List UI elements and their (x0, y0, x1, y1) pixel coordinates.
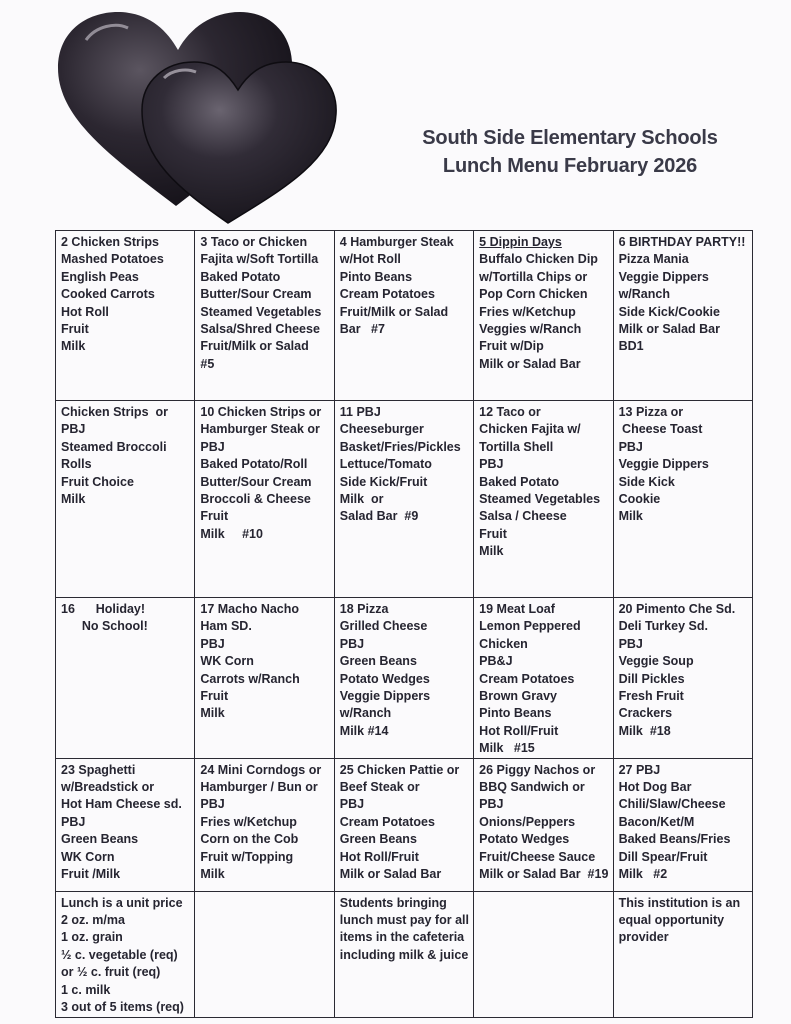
menu-line: Milk #15 (479, 741, 535, 756)
menu-line: Pinto Beans (339, 269, 413, 284)
menu-line: 18 Pizza (339, 602, 389, 616)
menu-line: Fruit /Milk (61, 867, 121, 882)
menu-line: Basket/Fries/Pickles (339, 439, 461, 454)
menu-line: 10 Chicken Strips or (200, 405, 322, 419)
menu-line: Fruit/Cheese Sauce (479, 849, 596, 864)
menu-items (61, 895, 189, 1017)
menu-line: Side Kick (618, 474, 675, 489)
menu-items (61, 234, 189, 356)
menu-line: #5 (200, 356, 215, 371)
day-cell (195, 401, 334, 598)
menu-line: lunch must pay for all (339, 913, 469, 928)
menu-line: This institution is an (618, 895, 741, 910)
menu-line: Onions/Peppers (479, 814, 576, 829)
menu-line: 2 Chicken Strips (61, 235, 159, 249)
menu-line: Cheeseburger (339, 422, 424, 437)
menu-items (340, 234, 468, 338)
menu-line: PBJ (479, 457, 504, 472)
menu-line: 1 oz. grain (61, 930, 123, 945)
menu-items (619, 404, 747, 526)
menu-line: Hot Roll/Fruit (479, 723, 559, 738)
menu-line: Chicken Strips or (61, 405, 168, 419)
menu-line: Baked Beans/Fries (618, 832, 731, 847)
day-cell (56, 401, 195, 598)
menu-line: Fries w/Ketchup (479, 304, 576, 319)
day-cell (334, 758, 473, 891)
menu-line: Potato Wedges (479, 832, 570, 847)
menu-line: Fruit (61, 322, 89, 337)
menu-line: Milk #18 (618, 723, 671, 738)
menu-line: w/Ranch (339, 706, 392, 721)
menu-items (61, 404, 189, 508)
day-cell (56, 891, 195, 1017)
menu-line: Potato Wedges (339, 671, 430, 686)
title-line-month: Lunch Menu February 2026 (442, 155, 698, 177)
menu-items (619, 762, 747, 884)
menu-line: Broccoli & Cheese (200, 492, 311, 507)
menu-line: Milk (200, 867, 225, 882)
menu-line: Pinto Beans (479, 706, 552, 721)
menu-line: Steamed Broccoli (61, 439, 167, 454)
menu-line: Veggies w/Ranch (479, 322, 582, 337)
menu-line: Milk (479, 544, 504, 559)
menu-line: Milk or (339, 492, 384, 507)
week-row (56, 401, 753, 598)
menu-line: ½ c. vegetable (req) (61, 947, 178, 962)
day-cell (474, 598, 613, 759)
menu-line: Cream Potatoes (479, 671, 575, 686)
menu-line: BBQ Sandwich or (479, 780, 585, 795)
menu-items (340, 404, 468, 526)
day-cell (613, 231, 752, 401)
page-title (400, 124, 740, 180)
menu-items (479, 762, 607, 884)
menu-line: Hot Roll (61, 304, 109, 319)
menu-line: Buffalo Chicken Dip (479, 252, 598, 267)
menu-items (200, 404, 328, 543)
menu-line: Crackers (618, 706, 673, 721)
menu-line: Hot Ham Cheese sd. (61, 797, 182, 812)
menu-line: Cookie (618, 492, 661, 507)
menu-line: Chicken Fajita w/ (479, 422, 581, 437)
menu-line: Tortilla Shell (479, 439, 554, 454)
menu-line: Cheese Toast (618, 422, 703, 437)
menu-line: Dill Spear/Fruit (618, 849, 708, 864)
menu-line: Milk (61, 492, 86, 507)
menu-line: Lettuce/Tomato (339, 457, 432, 472)
menu-items (200, 601, 328, 723)
menu-line: 16 Holiday! (61, 602, 146, 616)
menu-line: Green Beans (339, 654, 417, 669)
menu-line: 3 Taco or Chicken (200, 235, 308, 249)
menu-line: Carrots w/Ranch (200, 671, 300, 686)
menu-line: Corn on the Cob (200, 832, 299, 847)
menu-line: Baked Potato/Roll (200, 457, 308, 472)
menu-items (340, 895, 468, 965)
menu-line: PBJ (479, 797, 504, 812)
menu-line: PBJ (200, 439, 225, 454)
menu-line: Pop Corn Chicken (479, 287, 588, 302)
menu-line: Deli Turkey Sd. (618, 619, 708, 634)
day-cell (56, 231, 195, 401)
menu-items (619, 895, 747, 947)
menu-line: Veggie Soup (618, 654, 694, 669)
menu-line: Milk #2 (618, 867, 668, 882)
day-cell (56, 598, 195, 759)
menu-line: Salsa / Cheese (479, 509, 567, 524)
menu-line: Hamburger / Bun or (200, 780, 318, 795)
day-cell (613, 401, 752, 598)
menu-line: Veggie Dippers (618, 269, 709, 284)
menu-line: or ½ c. fruit (req) (61, 965, 161, 980)
menu-items (61, 601, 189, 636)
menu-line: 20 Pimento Che Sd. (618, 602, 736, 616)
menu-line: PBJ (618, 636, 643, 651)
menu-line: 1 c. milk (61, 982, 111, 997)
menu-line: PBJ (339, 636, 365, 651)
menu-line: Milk or Salad Bar #19 (479, 867, 609, 882)
menu-line: w/Hot Roll (339, 252, 401, 267)
menu-line: Ham SD. (200, 619, 252, 634)
day-cell (474, 891, 613, 1017)
menu-line: Fruit (479, 526, 507, 541)
lunch-menu-calendar (55, 230, 753, 1018)
menu-line: w/Breadstick or (61, 780, 155, 795)
menu-line: Fruit w/Topping (200, 849, 294, 864)
menu-line: w/Ranch (618, 287, 670, 302)
day-cell (195, 598, 334, 759)
menu-line: PBJ (200, 636, 225, 651)
menu-line: PBJ (339, 797, 365, 812)
day-cell (474, 401, 613, 598)
menu-line: WK Corn (61, 849, 115, 864)
menu-line: Butter/Sour Cream (200, 474, 312, 489)
menu-line: Salsa/Shred Cheese (200, 322, 320, 337)
menu-line: Hamburger Steak or (200, 422, 320, 437)
menu-items (340, 601, 468, 740)
menu-line: PBJ (618, 439, 643, 454)
menu-line: Milk or Salad Bar (479, 356, 581, 371)
menu-line: 12 Taco or (479, 405, 541, 419)
menu-line: Lemon Peppered (479, 619, 581, 634)
menu-line: Milk #14 (339, 723, 389, 738)
day-cell (613, 598, 752, 759)
menu-line: Rolls (61, 457, 92, 472)
menu-line: Beef Steak or (339, 780, 420, 795)
menu-line: Bacon/Ket/M (618, 814, 695, 829)
menu-line: w/Tortilla Chips or (479, 269, 588, 284)
menu-line: BD1 (618, 339, 644, 354)
menu-line: Hot Roll/Fruit (339, 849, 419, 864)
title-line-school: South Side Elementary Schools (422, 127, 718, 149)
menu-line: Mashed Potatoes (61, 252, 164, 267)
menu-items (479, 234, 607, 373)
menu-line: Dill Pickles (618, 671, 685, 686)
menu-line: Cooked Carrots (61, 287, 155, 302)
menu-line: Chili/Slaw/Cheese (618, 797, 726, 812)
menu-line: Green Beans (339, 832, 417, 847)
menu-line: Fruit (200, 509, 229, 524)
menu-items (479, 601, 607, 758)
menu-line: Bar #7 (339, 322, 385, 337)
menu-line: Hot Dog Bar (618, 780, 692, 795)
menu-line: 23 Spaghetti (61, 762, 136, 777)
menu-line: WK Corn (200, 654, 254, 669)
day-cell (613, 758, 752, 891)
menu-line: PBJ (61, 422, 86, 437)
menu-line: Cream Potatoes (339, 814, 435, 829)
day-cell (334, 231, 473, 401)
double-heart-icon (56, 10, 341, 225)
menu-line: Students bringing (339, 895, 447, 910)
menu-line: Veggie Dippers (339, 689, 431, 704)
menu-line: Chicken (479, 636, 528, 651)
menu-line: Milk (61, 339, 86, 354)
menu-line: Milk #10 (200, 526, 263, 541)
day-cell (474, 758, 613, 891)
menu-line: 11 PBJ (339, 405, 381, 419)
menu-line: 25 Chicken Pattie or (339, 762, 460, 777)
menu-line: PB&J (479, 654, 513, 669)
menu-line: Milk or Salad Bar (618, 322, 720, 337)
menu-line: provider (618, 930, 669, 945)
menu-line: PBJ (61, 814, 86, 829)
menu-line: 2 oz. m/ma (61, 913, 125, 928)
menu-line: including milk & juice (339, 947, 469, 962)
menu-line: Cream Potatoes (339, 287, 435, 302)
menu-line: 5 Dippin Days (479, 235, 562, 249)
menu-line: Fruit/Milk or Salad (200, 339, 309, 354)
menu-line: PBJ (200, 797, 225, 812)
menu-line: Baked Potato (479, 474, 560, 489)
menu-line: Fruit (200, 689, 229, 704)
menu-line: Veggie Dippers (618, 457, 709, 472)
menu-line: Milk (200, 706, 225, 721)
week-row (56, 231, 753, 401)
menu-line: Fries w/Ketchup (200, 814, 297, 829)
menu-items (200, 234, 328, 373)
menu-line: 17 Macho Nacho (200, 602, 300, 616)
menu-line: Steamed Vegetables (479, 492, 601, 507)
day-cell (195, 758, 334, 891)
menu-line: Fajita w/Soft Tortilla (200, 252, 319, 267)
menu-line: Pizza Mania (618, 252, 689, 267)
menu-line: 19 Meat Loaf (479, 602, 555, 616)
week-row (56, 758, 753, 891)
menu-line: Fruit Choice (61, 474, 134, 489)
menu-items (619, 601, 747, 740)
week-row (56, 598, 753, 759)
menu-line: Baked Potato (200, 269, 281, 284)
day-cell (334, 598, 473, 759)
menu-items (340, 762, 468, 884)
menu-line: Milk (618, 509, 643, 524)
menu-items (479, 404, 607, 561)
menu-line: Steamed Vegetables (200, 304, 322, 319)
menu-line: 3 out of 5 items (req) (61, 1000, 184, 1015)
menu-line: Fruit/Milk or Salad (339, 304, 449, 319)
menu-line: Green Beans (61, 832, 139, 847)
menu-line: Salad Bar #9 (339, 509, 419, 524)
menu-line: Butter/Sour Cream (200, 287, 312, 302)
menu-items (61, 762, 189, 884)
menu-line: Side Kick/Fruit (339, 474, 428, 489)
menu-line: 4 Hamburger Steak (339, 235, 454, 249)
menu-line: Side Kick/Cookie (618, 304, 720, 319)
menu-line: items in the cafeteria (339, 930, 465, 945)
menu-line: Lunch is a unit price (61, 895, 183, 910)
menu-line: Milk or Salad Bar (339, 867, 442, 882)
menu-items (619, 234, 747, 356)
menu-items (200, 762, 328, 884)
menu-line: equal opportunity (618, 913, 725, 928)
day-cell (474, 231, 613, 401)
menu-line: Grilled Cheese (339, 619, 428, 634)
menu-line: English Peas (61, 269, 139, 284)
week-row (56, 891, 753, 1017)
day-cell (195, 231, 334, 401)
menu-line: No School! (61, 619, 148, 634)
menu-line: 6 BIRTHDAY PARTY!! (618, 235, 746, 249)
menu-line: 27 PBJ (618, 762, 661, 777)
day-cell (56, 758, 195, 891)
menu-line: Fruit w/Dip (479, 339, 544, 354)
menu-line: 13 Pizza or (618, 405, 684, 419)
day-cell (334, 401, 473, 598)
day-cell (195, 891, 334, 1017)
day-cell (334, 891, 473, 1017)
menu-line: Fresh Fruit (618, 689, 684, 704)
menu-line: 26 Piggy Nachos or (479, 762, 596, 777)
day-cell (613, 891, 752, 1017)
menu-line: 24 Mini Corndogs or (200, 762, 322, 777)
menu-line: Brown Gravy (479, 689, 557, 704)
